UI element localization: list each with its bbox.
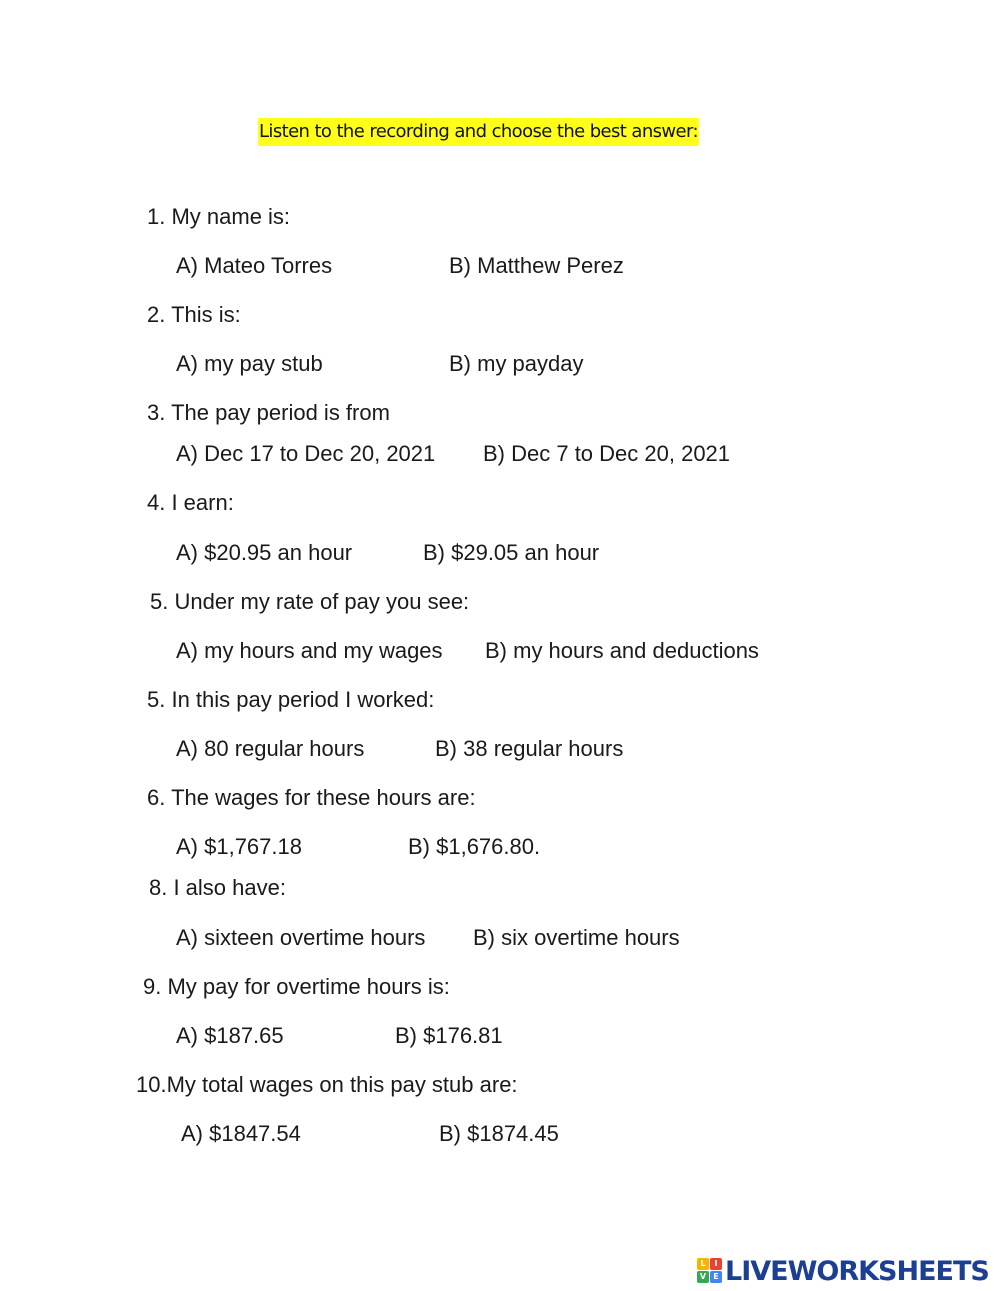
question-7-option-b[interactable]: B) $1,676.80. xyxy=(408,834,541,859)
liveworksheets-logo xyxy=(697,1255,989,1287)
question-9-prompt: 9. My pay for overtime hours is: xyxy=(143,974,450,999)
question-3-prompt: 3. The pay period is from xyxy=(147,400,390,425)
liveworksheets-logo-text: LIVEWORKSHEETS xyxy=(725,1255,989,1287)
question-8-option-a[interactable]: A) sixteen overtime hours xyxy=(176,925,426,950)
question-8-option-b[interactable]: B) six overtime hours xyxy=(473,925,680,950)
logo-mark-letter-v: V xyxy=(697,1271,709,1283)
logo-mark-letter-l: L xyxy=(697,1258,709,1270)
liveworksheets-logo-icon xyxy=(697,1258,723,1284)
question-7-prompt: 6. The wages for these hours are: xyxy=(147,785,476,810)
question-8-prompt: 8. I also have: xyxy=(149,875,286,900)
logo-mark-letter-i: I xyxy=(710,1258,722,1270)
question-4-option-a[interactable]: A) $20.95 an hour xyxy=(176,540,353,565)
question-1-option-b[interactable]: B) Matthew Perez xyxy=(449,253,624,278)
question-9-option-b[interactable]: B) $176.81 xyxy=(395,1023,503,1048)
instruction-banner: Listen to the recording and choose the best answer: xyxy=(258,118,699,146)
question-6-prompt: 5. In this pay period I worked: xyxy=(147,687,435,712)
question-5-prompt: 5. Under my rate of pay you see: xyxy=(150,589,470,614)
question-10-option-b[interactable]: B) $1874.45 xyxy=(439,1121,559,1146)
question-1-option-a[interactable]: A) Mateo Torres xyxy=(176,253,333,278)
question-6-option-a[interactable]: A) 80 regular hours xyxy=(176,736,365,761)
question-5-option-a[interactable]: A) my hours and my wages xyxy=(176,638,443,663)
question-6-option-b[interactable]: B) 38 regular hours xyxy=(435,736,624,761)
logo-mark-letter-e: E xyxy=(710,1271,722,1283)
question-4-option-b[interactable]: B) $29.05 an hour xyxy=(423,540,600,565)
question-9-option-a[interactable]: A) $187.65 xyxy=(176,1023,284,1048)
question-2-prompt: 2. This is: xyxy=(147,302,241,327)
question-2-option-a[interactable]: A) my pay stub xyxy=(176,351,323,376)
question-4-prompt: 4. I earn: xyxy=(147,490,234,515)
question-7-option-a[interactable]: A) $1,767.18 xyxy=(176,834,302,859)
question-3-option-a[interactable]: A) Dec 17 to Dec 20, 2021 xyxy=(176,441,436,466)
question-2-option-b[interactable]: B) my payday xyxy=(449,351,584,376)
question-10-prompt: 10.My total wages on this pay stub are: xyxy=(136,1072,518,1097)
question-5-option-b[interactable]: B) my hours and deductions xyxy=(485,638,759,663)
question-3-option-b[interactable]: B) Dec 7 to Dec 20, 2021 xyxy=(483,441,731,466)
question-1-prompt: 1. My name is: xyxy=(147,204,291,229)
question-10-option-a[interactable]: A) $1847.54 xyxy=(181,1121,301,1146)
